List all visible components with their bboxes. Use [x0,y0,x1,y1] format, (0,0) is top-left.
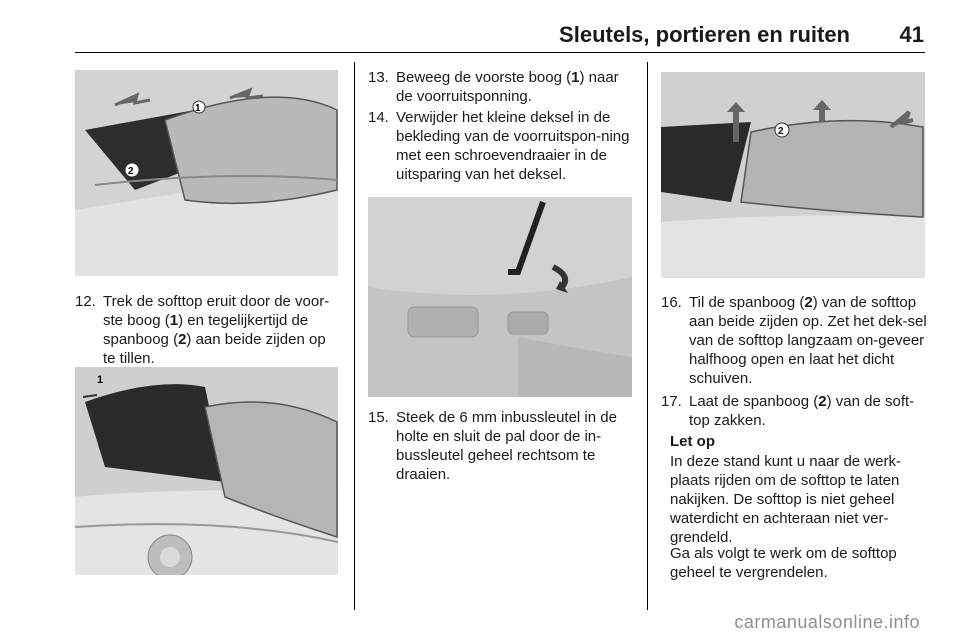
step-number: 17. [661,393,682,410]
step-12 [75,292,340,368]
step-number: 15. [368,409,389,426]
step-text: Til de spanboog (2) van de softtop aan beide zijden op. Zet het dek-sel van de softtop langzaam on-geveer halfhoog open en laat het dicht schuiven. [689,294,927,387]
step-17 [661,392,927,430]
note-body: In deze stand kunt u naar de werk-plaats rijden om de softtop te laten nakijken. De softtop is niet geheel waterdicht en achteraan niet ver-grendeld. [670,453,901,546]
header-rule [75,52,925,53]
note-followup: Ga als volgt te werk om de softtop geheel te vergrendelen. [670,545,897,581]
step-text: Steek de 6 mm inbussleutel in de holte en sluit de pal door de in-bussleutel geheel rechtsom te draaien. [396,409,617,483]
step-15 [368,408,634,484]
step-number: 14. [368,109,389,126]
column-divider-1 [354,62,355,610]
step-14 [368,108,634,184]
step-text: Verwijder het kleine deksel in de bekleding van de voorruitspon-ning met een schroevendraaier in de uitsparing van het deksel. [396,109,630,183]
figure-softtop-open [75,367,338,575]
note-heading: Let op [670,433,715,450]
figure-softtop-lift [75,70,338,276]
callout-2: 2 [778,126,784,137]
step-13 [368,68,634,106]
step-text: Laat de spanboog (2) van de soft-top zakken. [689,393,915,429]
figure-tension-bow [661,72,925,278]
column-divider-2 [647,62,648,610]
step-text: Beweeg de voorste boog (1) naar de voorruitsponning. [396,69,619,105]
footer-watermark[interactable]: carmanualsonline.info [734,612,920,632]
callout-2: 2 [128,166,134,177]
step-number: 13. [368,69,389,86]
step-text: Trek de softtop eruit door de voor-ste boog (1) en tegelijkertijd de spanboog (2) aan beide zijden op te tillen. [103,293,330,367]
figure-windshield-cover [368,197,632,397]
page-title: Sleutels, portieren en ruiten [559,22,850,47]
step-number: 12. [75,293,96,310]
step-number: 16. [661,294,682,311]
callout-1: 1 [195,103,201,114]
callout-1: 1 [97,374,104,386]
page-number: 41 [899,22,924,47]
step-16 [661,293,927,388]
